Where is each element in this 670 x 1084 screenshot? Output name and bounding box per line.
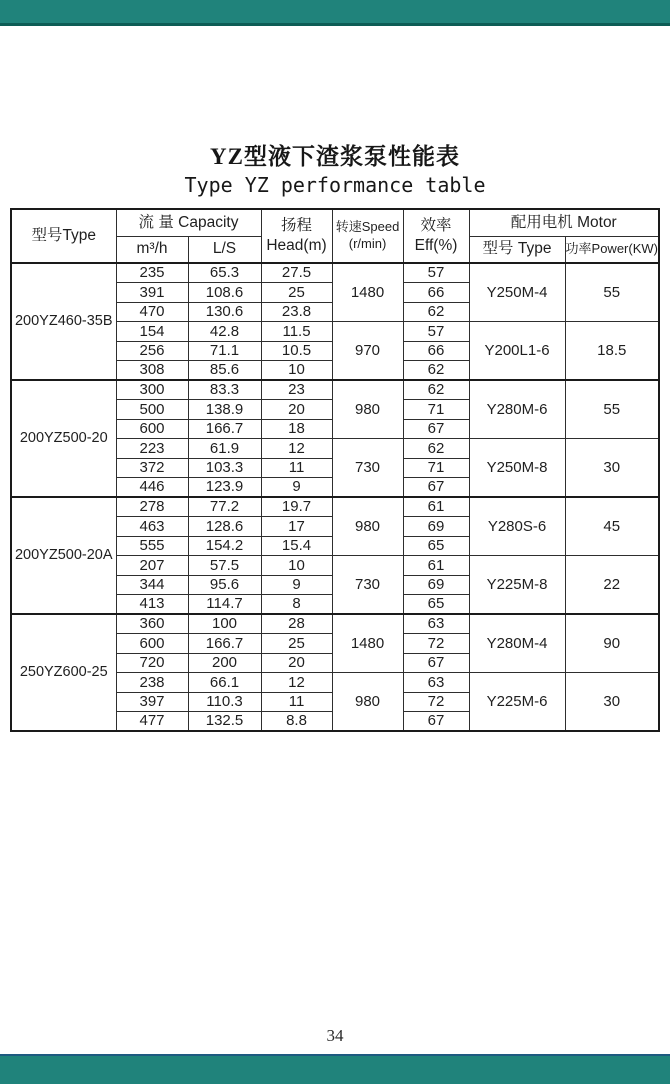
efficiency-cell: 67 xyxy=(403,478,469,498)
capacity-m3h-cell: 477 xyxy=(116,712,188,732)
efficiency-cell: 67 xyxy=(403,653,469,673)
efficiency-cell: 65 xyxy=(403,595,469,615)
speed-cell: 1480 xyxy=(332,263,403,322)
page-title-english: Type YZ performance table xyxy=(184,173,486,197)
table-row xyxy=(11,497,659,517)
head-cell: 10 xyxy=(261,361,332,381)
head-cell: 28 xyxy=(261,614,332,634)
capacity-m3h-cell: 300 xyxy=(116,380,188,400)
head-cell: 10 xyxy=(261,556,332,576)
head-cell: 23.8 xyxy=(261,302,332,322)
title-block xyxy=(0,143,670,200)
capacity-ls-cell: 85.6 xyxy=(188,361,261,381)
head-cell: 12 xyxy=(261,673,332,693)
head-cell: 17 xyxy=(261,517,332,537)
capacity-ls-cell: 154.2 xyxy=(188,536,261,556)
header-motor-power: 功率Power(KW) xyxy=(565,236,659,263)
speed-cell: 980 xyxy=(332,673,403,732)
capacity-ls-cell: 71.1 xyxy=(188,341,261,361)
performance-table xyxy=(10,208,660,732)
header-motor-group: 配用电机 Motor xyxy=(469,209,659,236)
speed-cell: 1480 xyxy=(332,614,403,673)
capacity-ls-cell: 61.9 xyxy=(188,439,261,459)
motor-power-cell: 55 xyxy=(565,263,659,322)
capacity-ls-cell: 42.8 xyxy=(188,322,261,342)
efficiency-cell: 69 xyxy=(403,517,469,537)
capacity-m3h-cell: 446 xyxy=(116,478,188,498)
capacity-m3h-cell: 413 xyxy=(116,595,188,615)
header-capacity-m3h: m³/h xyxy=(116,236,188,263)
efficiency-cell: 61 xyxy=(403,497,469,517)
motor-power-cell: 90 xyxy=(565,614,659,673)
efficiency-cell: 67 xyxy=(403,712,469,732)
capacity-m3h-cell: 372 xyxy=(116,458,188,478)
head-cell: 9 xyxy=(261,478,332,498)
capacity-m3h-cell: 555 xyxy=(116,536,188,556)
motor-type-cell: Y250M-4 xyxy=(469,263,565,322)
header-head-en: Head(m) xyxy=(266,237,327,254)
head-cell: 23 xyxy=(261,380,332,400)
efficiency-cell: 65 xyxy=(403,536,469,556)
pump-model-cell: 200YZ500-20 xyxy=(11,380,116,497)
speed-cell: 730 xyxy=(332,439,403,498)
motor-power-cell: 30 xyxy=(565,673,659,732)
capacity-m3h-cell: 600 xyxy=(116,634,188,654)
header-capacity-group: 流 量 Capacity xyxy=(116,209,261,236)
head-cell: 25 xyxy=(261,634,332,654)
header-speed-en: (r/min) xyxy=(348,236,387,251)
efficiency-cell: 66 xyxy=(403,341,469,361)
pump-model-cell: 250YZ600-25 xyxy=(11,614,116,731)
motor-type-cell: Y250M-8 xyxy=(469,439,565,498)
motor-power-cell: 18.5 xyxy=(565,322,659,381)
capacity-ls-cell: 200 xyxy=(188,653,261,673)
efficiency-cell: 62 xyxy=(403,439,469,459)
speed-cell: 730 xyxy=(332,556,403,615)
header-motor-type: 型号 Type xyxy=(469,236,565,263)
motor-type-cell: Y225M-6 xyxy=(469,673,565,732)
capacity-m3h-cell: 308 xyxy=(116,361,188,381)
head-cell: 20 xyxy=(261,400,332,420)
head-cell: 10.5 xyxy=(261,341,332,361)
capacity-m3h-cell: 154 xyxy=(116,322,188,342)
capacity-ls-cell: 123.9 xyxy=(188,478,261,498)
capacity-m3h-cell: 463 xyxy=(116,517,188,537)
head-cell: 19.7 xyxy=(261,497,332,517)
capacity-ls-cell: 103.3 xyxy=(188,458,261,478)
head-cell: 18 xyxy=(261,419,332,439)
efficiency-cell: 69 xyxy=(403,575,469,595)
speed-cell: 970 xyxy=(332,322,403,381)
speed-cell: 980 xyxy=(332,380,403,439)
capacity-m3h-cell: 391 xyxy=(116,283,188,303)
capacity-m3h-cell: 600 xyxy=(116,419,188,439)
capacity-m3h-cell: 397 xyxy=(116,692,188,712)
header-head xyxy=(261,209,332,263)
capacity-ls-cell: 65.3 xyxy=(188,263,261,283)
head-cell: 8.8 xyxy=(261,712,332,732)
capacity-m3h-cell: 256 xyxy=(116,341,188,361)
capacity-m3h-cell: 278 xyxy=(116,497,188,517)
motor-type-cell: Y280S-6 xyxy=(469,497,565,556)
efficiency-cell: 71 xyxy=(403,400,469,420)
motor-power-cell: 30 xyxy=(565,439,659,498)
motor-type-cell: Y225M-8 xyxy=(469,556,565,615)
efficiency-cell: 61 xyxy=(403,556,469,576)
capacity-m3h-cell: 470 xyxy=(116,302,188,322)
header-pump-type: 型号Type xyxy=(11,209,116,263)
header-efficiency xyxy=(403,209,469,263)
efficiency-cell: 57 xyxy=(403,263,469,283)
capacity-m3h-cell: 207 xyxy=(116,556,188,576)
capacity-ls-cell: 110.3 xyxy=(188,692,261,712)
head-cell: 20 xyxy=(261,653,332,673)
capacity-ls-cell: 77.2 xyxy=(188,497,261,517)
header-speed-cn: 转速Speed xyxy=(335,219,400,235)
capacity-ls-cell: 138.9 xyxy=(188,400,261,420)
motor-type-cell: Y280M-6 xyxy=(469,380,565,439)
pump-model-cell: 200YZ460-35B xyxy=(11,263,116,380)
motor-power-cell: 22 xyxy=(565,556,659,615)
capacity-m3h-cell: 238 xyxy=(116,673,188,693)
capacity-m3h-cell: 720 xyxy=(116,653,188,673)
head-cell: 25 xyxy=(261,283,332,303)
capacity-ls-cell: 130.6 xyxy=(188,302,261,322)
table-row xyxy=(11,380,659,400)
capacity-m3h-cell: 235 xyxy=(116,263,188,283)
header-head-cn: 扬程 xyxy=(281,216,313,234)
speed-cell: 980 xyxy=(332,497,403,556)
motor-power-cell: 55 xyxy=(565,380,659,439)
performance-table-body xyxy=(11,263,659,731)
capacity-ls-cell: 114.7 xyxy=(188,595,261,615)
capacity-ls-cell: 95.6 xyxy=(188,575,261,595)
head-cell: 11 xyxy=(261,458,332,478)
efficiency-cell: 72 xyxy=(403,692,469,712)
table-row xyxy=(11,614,659,634)
head-cell: 9 xyxy=(261,575,332,595)
capacity-m3h-cell: 360 xyxy=(116,614,188,634)
page-title-chinese: YZ型液下渣浆泵性能表 xyxy=(210,144,460,169)
efficiency-cell: 57 xyxy=(403,322,469,342)
header-eff-en: Eff(%) xyxy=(414,237,458,254)
head-cell: 11 xyxy=(261,692,332,712)
capacity-m3h-cell: 223 xyxy=(116,439,188,459)
table-row xyxy=(11,263,659,283)
header-capacity-ls: L/S xyxy=(188,236,261,263)
efficiency-cell: 63 xyxy=(403,673,469,693)
head-cell: 8 xyxy=(261,595,332,615)
table-header xyxy=(11,209,659,263)
efficiency-cell: 67 xyxy=(403,419,469,439)
efficiency-cell: 63 xyxy=(403,614,469,634)
capacity-m3h-cell: 500 xyxy=(116,400,188,420)
page-number: 34 xyxy=(326,1026,344,1045)
efficiency-cell: 66 xyxy=(403,283,469,303)
motor-type-cell: Y200L1-6 xyxy=(469,322,565,381)
capacity-ls-cell: 83.3 xyxy=(188,380,261,400)
capacity-ls-cell: 66.1 xyxy=(188,673,261,693)
header-eff-cn: 效率 xyxy=(420,216,452,234)
capacity-ls-cell: 166.7 xyxy=(188,419,261,439)
capacity-ls-cell: 132.5 xyxy=(188,712,261,732)
efficiency-cell: 72 xyxy=(403,634,469,654)
capacity-ls-cell: 166.7 xyxy=(188,634,261,654)
head-cell: 15.4 xyxy=(261,536,332,556)
capacity-ls-cell: 108.6 xyxy=(188,283,261,303)
motor-power-cell: 45 xyxy=(565,497,659,556)
pump-model-cell: 200YZ500-20A xyxy=(11,497,116,614)
capacity-ls-cell: 57.5 xyxy=(188,556,261,576)
efficiency-cell: 71 xyxy=(403,458,469,478)
capacity-ls-cell: 100 xyxy=(188,614,261,634)
capacity-m3h-cell: 344 xyxy=(116,575,188,595)
efficiency-cell: 62 xyxy=(403,302,469,322)
header-speed xyxy=(332,209,403,263)
efficiency-cell: 62 xyxy=(403,361,469,381)
bottom-accent-bar xyxy=(0,1054,670,1084)
capacity-ls-cell: 128.6 xyxy=(188,517,261,537)
head-cell: 11.5 xyxy=(261,322,332,342)
motor-type-cell: Y280M-4 xyxy=(469,614,565,673)
head-cell: 27.5 xyxy=(261,263,332,283)
efficiency-cell: 62 xyxy=(403,380,469,400)
top-accent-bar xyxy=(0,0,670,26)
head-cell: 12 xyxy=(261,439,332,459)
